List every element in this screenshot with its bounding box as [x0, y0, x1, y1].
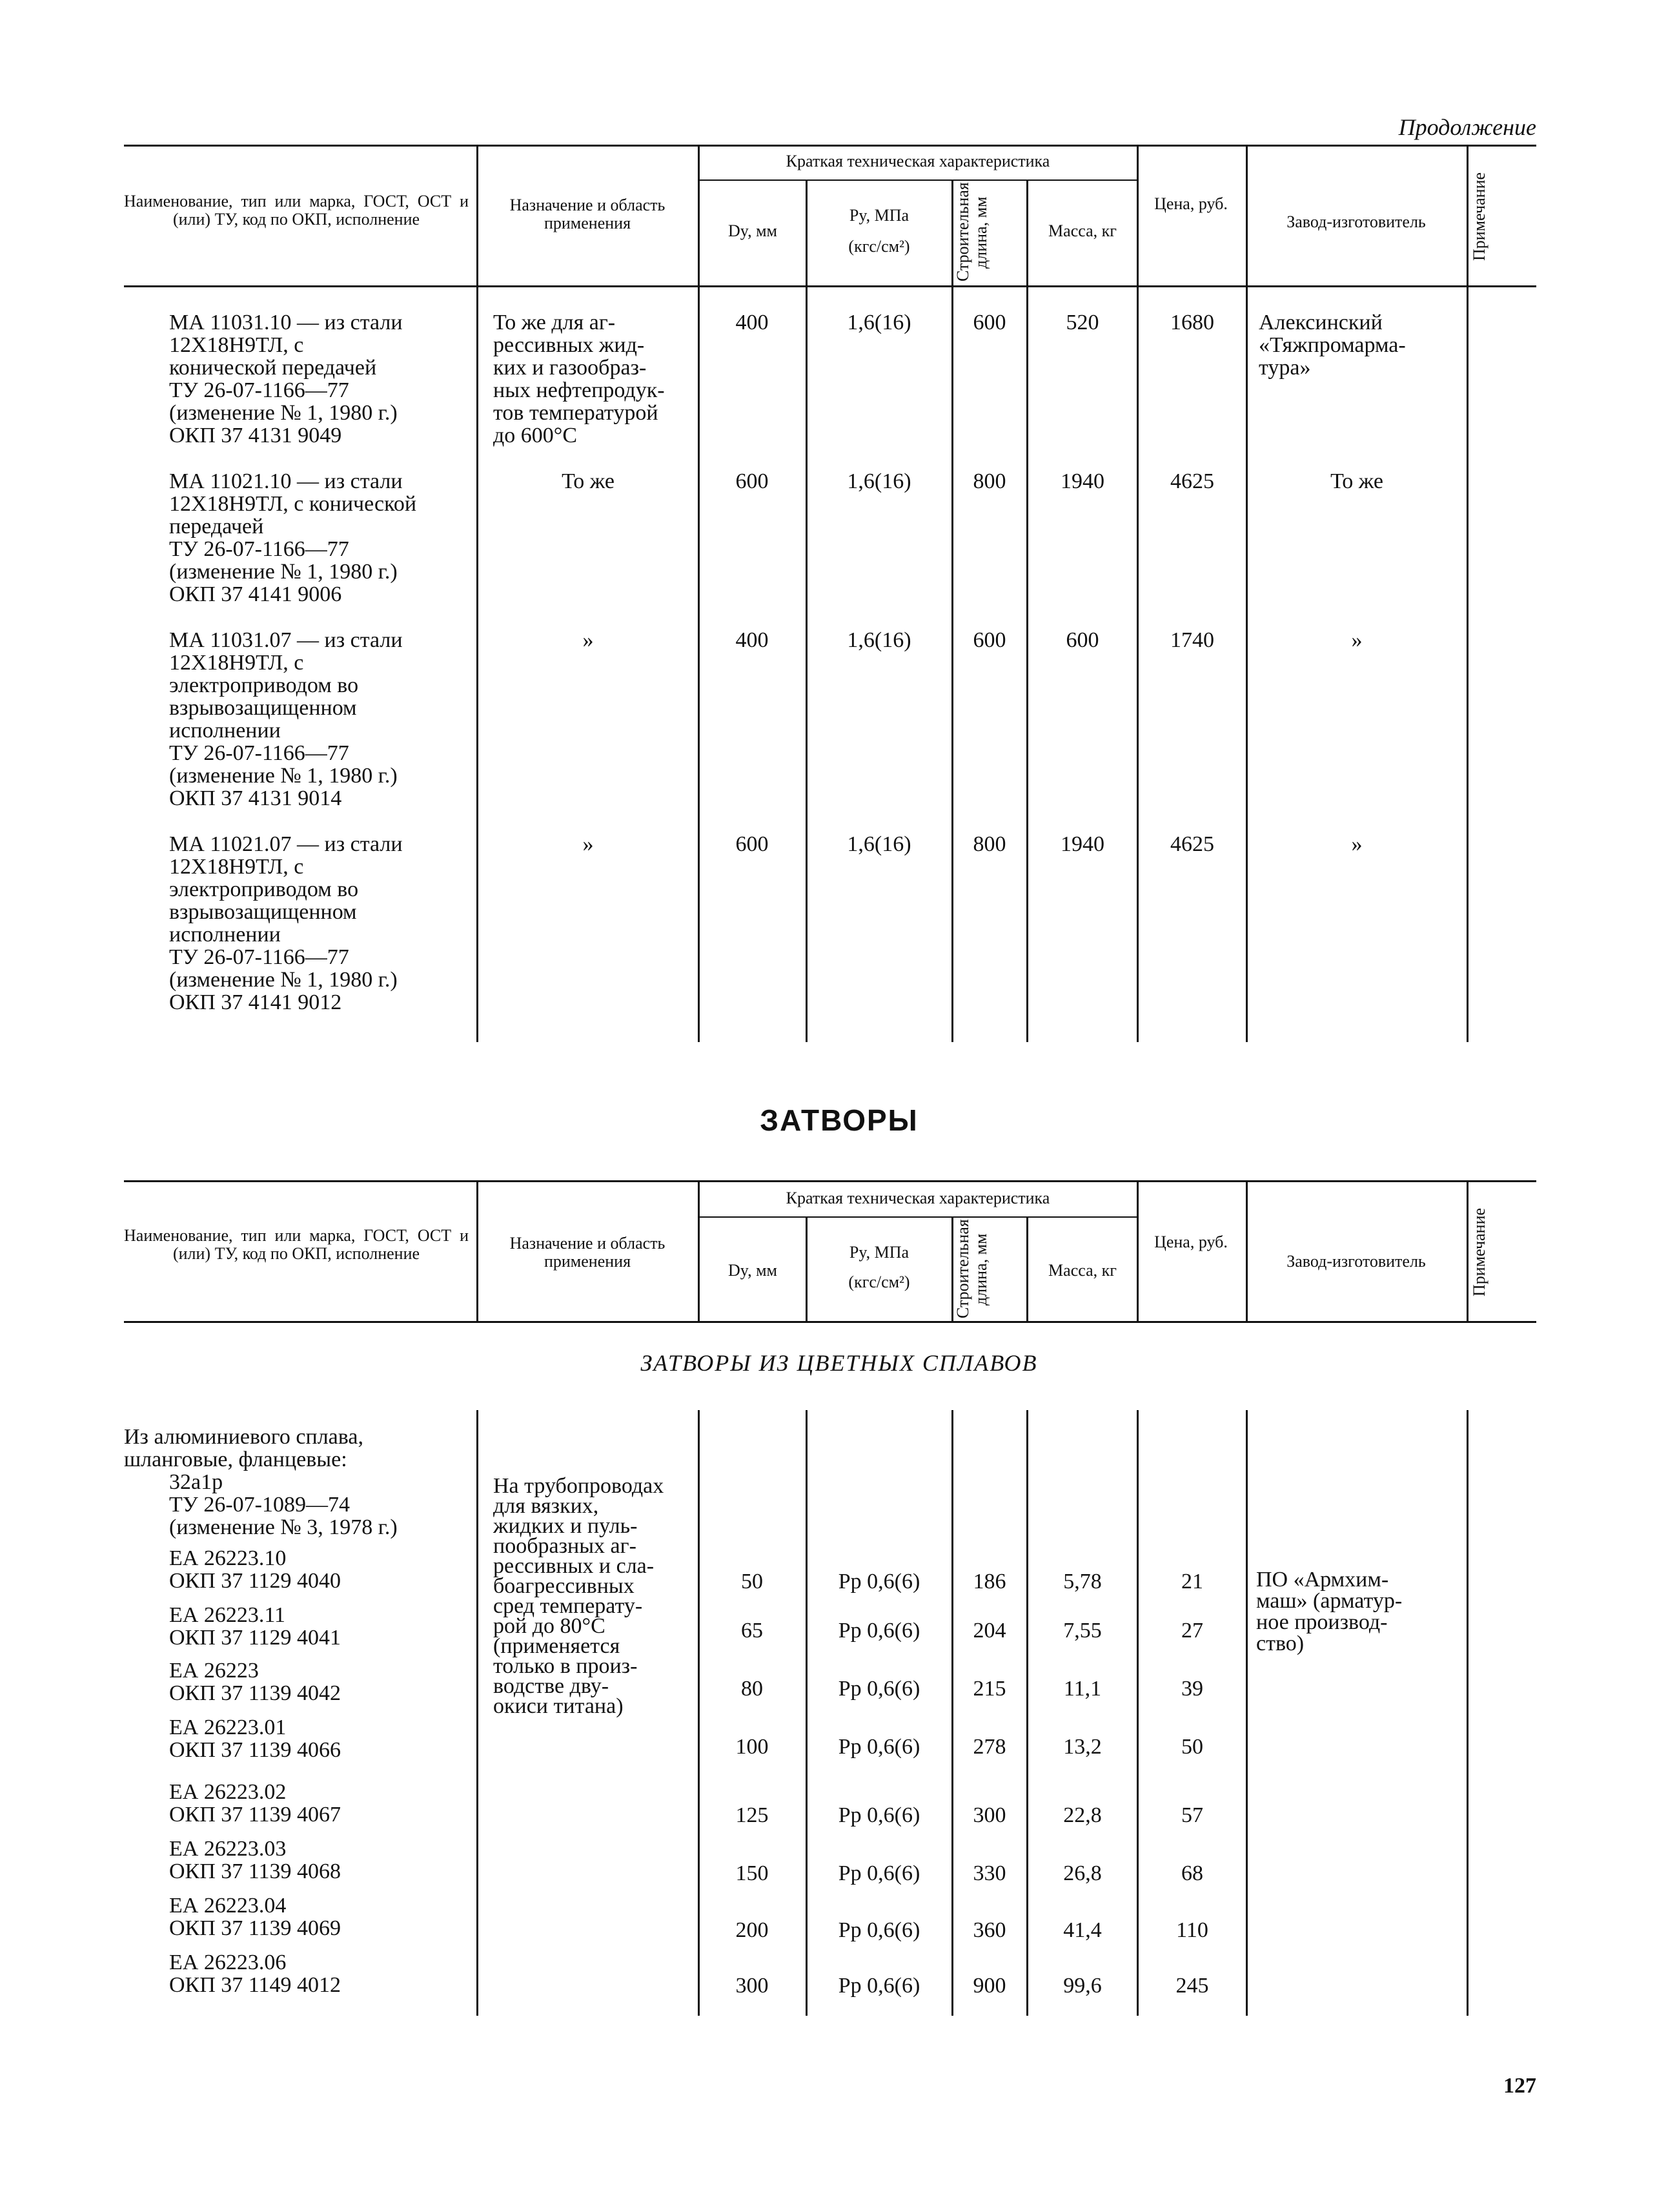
row-dy: 400: [735, 628, 769, 652]
table1-body-divider: [1026, 287, 1028, 1042]
subsection-title: ЗАТВОРЫ ИЗ ЦВЕТНЫХ СПЛАВОВ: [640, 1350, 1038, 1376]
row-price: 1740: [1170, 628, 1214, 652]
continuation-label: Продолжение: [1398, 114, 1536, 140]
row-mass: 22,8: [1063, 1803, 1102, 1827]
row-price: 21: [1181, 1570, 1203, 1593]
table2-maker: ПО «Армхим- маш» (арматур- ное производ- ство): [1256, 1568, 1403, 1655]
row-name: ЕА 26223.10 ОКП 37 1129 4040: [169, 1546, 341, 1593]
header-note: Примечание: [1470, 1207, 1489, 1296]
table1-body-divider: [1467, 287, 1469, 1042]
row-name: ЕА 26223.06 ОКП 37 1149 4012: [169, 1951, 341, 1997]
row-name: МА 11031.10 — из стали 12Х18Н9ТЛ, с конической передачей ТУ 26-07-1166—77 (изменение № 1, 1980 г.) ОКП 37 4131 9049: [169, 311, 403, 447]
section-title: ЗАТВОРЫ: [760, 1103, 919, 1137]
header-mass: Масса, кг: [1048, 1261, 1117, 1280]
row-length: 204: [973, 1619, 1006, 1643]
row-py: Pр 0,6(6): [838, 1677, 920, 1701]
table2-intro-item: 32а1р ТУ 26-07-1089—74 (изменение № 3, 1978 г.): [169, 1470, 398, 1539]
row-name: ЕА 26223.03 ОКП 37 1139 4068: [169, 1837, 341, 1883]
table2-header-divider: [806, 1217, 808, 1321]
row-py: 1,6(16): [847, 311, 911, 334]
table2-body-divider: [951, 1410, 953, 2016]
header-price: Цена, руб.: [1154, 1233, 1228, 1251]
table2-header-divider: [1246, 1182, 1248, 1321]
row-py: Pр 0,6(6): [838, 1974, 920, 1998]
table2-header-bottom-rule: [124, 1321, 1536, 1323]
row-price: 245: [1175, 1974, 1209, 1998]
table1-header-divider: [1246, 146, 1248, 285]
row-dy: 50: [741, 1570, 763, 1593]
table2-body-divider: [1026, 1410, 1028, 2016]
row-py: Pр 0,6(6): [838, 1735, 920, 1759]
row-py: Pр 0,6(6): [838, 1803, 920, 1827]
header-py: Py, МПа: [849, 1243, 910, 1262]
row-price: 1680: [1170, 311, 1214, 334]
table2-header-divider: [1137, 1182, 1139, 1321]
row-length: 278: [973, 1735, 1006, 1759]
row-maker: »: [1351, 628, 1363, 652]
row-mass: 41,4: [1063, 1918, 1102, 1942]
table1-header-divider: [1026, 180, 1028, 285]
row-dy: 400: [735, 311, 769, 334]
row-maker: »: [1351, 832, 1363, 856]
table1-header-divider: [476, 146, 478, 285]
table2-purpose: На трубопроводах для вязких, жидких и пуль- пообразных аг- рессивных и сла- боагрессивных сред температу- рой до 80°С (применяется только в произ- водстве дву- окиси титана): [493, 1474, 664, 1718]
header-dy: Dy, мм: [728, 221, 777, 240]
table2-body-divider: [476, 1410, 478, 2016]
row-mass: 600: [1066, 628, 1099, 652]
table1-header-bottom-rule: [124, 285, 1536, 287]
table2-intro: Из алюминиевого сплава, шланговые, фланцевые:: [124, 1425, 363, 1471]
row-length: 800: [973, 469, 1006, 493]
header-brief: Краткая техническая характеристика: [786, 152, 1050, 170]
row-mass: 13,2: [1063, 1735, 1102, 1759]
header-name: Наименование, тип или марка, ГОСТ, ОСТ и (или) ТУ, код по ОКП, исполнение: [124, 192, 469, 229]
row-purpose: »: [582, 628, 594, 652]
row-price: 68: [1181, 1861, 1203, 1885]
header-price: Цена, руб.: [1154, 194, 1228, 213]
table1-subheader-rule: [699, 179, 1138, 181]
row-dy: 150: [735, 1861, 769, 1885]
row-dy: 600: [735, 469, 769, 493]
row-length: 360: [973, 1918, 1006, 1942]
row-py: Pр 0,6(6): [838, 1861, 920, 1885]
row-mass: 1940: [1061, 832, 1104, 856]
header-name: Наименование, тип или марка, ГОСТ, ОСТ и (или) ТУ, код по ОКП, исполнение: [124, 1226, 469, 1263]
row-price: 27: [1181, 1619, 1203, 1643]
row-maker: То же: [1330, 469, 1383, 493]
row-name: ЕА 26223.11 ОКП 37 1129 4041: [169, 1603, 341, 1650]
header-py: Py, МПа: [849, 206, 910, 225]
row-length: 300: [973, 1803, 1006, 1827]
row-dy: 600: [735, 832, 769, 856]
header-note: Примечание: [1470, 172, 1489, 261]
header-maker: Завод-изготовитель: [1286, 212, 1426, 231]
row-price: 57: [1181, 1803, 1203, 1827]
row-length: 186: [973, 1570, 1006, 1593]
header-length: Строительная длина, мм: [953, 1219, 990, 1318]
row-dy: 125: [735, 1803, 769, 1827]
row-price: 39: [1181, 1677, 1203, 1701]
table2-header-divider: [1467, 1182, 1469, 1321]
row-name: МА 11021.10 — из стали 12Х18Н9ТЛ, с конической передачей ТУ 26-07-1166—77 (изменение № 1, 1980 г.) ОКП 37 4141 9006: [169, 469, 417, 606]
header-maker: Завод-изготовитель: [1286, 1252, 1426, 1271]
row-py: 1,6(16): [847, 832, 911, 856]
row-length: 800: [973, 832, 1006, 856]
header-purpose: Назначение и область применения: [509, 196, 666, 232]
row-purpose: То же для аг- рессивных жид- ких и газообраз- ных нефтепродук- тов температурой до 600°С: [493, 311, 665, 447]
row-py: Pр 0,6(6): [838, 1918, 920, 1942]
table1-header-divider: [1137, 146, 1139, 285]
table2-top-rule: [124, 1180, 1536, 1182]
table1-body-divider: [951, 287, 953, 1042]
table1-body-divider: [476, 287, 478, 1042]
row-mass: 26,8: [1063, 1861, 1102, 1885]
row-purpose: То же: [562, 469, 615, 493]
row-name: МА 11031.07 — из стали 12Х18Н9ТЛ, с электроприводом во взрывозащищенном исполнении ТУ 26-07-1166—77 (изменение № 1, 1980 г.) ОКП 37 4131 9014: [169, 628, 403, 810]
row-length: 215: [973, 1677, 1006, 1701]
row-name: ЕА 26223.02 ОКП 37 1139 4067: [169, 1780, 341, 1827]
row-name: ЕА 26223.04 ОКП 37 1139 4069: [169, 1894, 341, 1940]
table1-body-divider: [1246, 287, 1248, 1042]
row-price: 4625: [1170, 469, 1214, 493]
table1-body-divider: [1137, 287, 1139, 1042]
row-dy: 100: [735, 1735, 769, 1759]
row-price: 50: [1181, 1735, 1203, 1759]
row-name: ЕА 26223.01 ОКП 37 1139 4066: [169, 1715, 341, 1762]
page-number: 127: [1503, 2074, 1536, 2098]
row-dy: 65: [741, 1619, 763, 1643]
table2-header-divider: [476, 1182, 478, 1321]
row-py: Pр 0,6(6): [838, 1570, 920, 1593]
header-dy: Dy, мм: [728, 1261, 777, 1280]
row-mass: 7,55: [1063, 1619, 1102, 1643]
table1-header-divider: [1467, 146, 1469, 285]
row-py: Pр 0,6(6): [838, 1619, 920, 1643]
header-brief: Краткая техническая характеристика: [786, 1189, 1050, 1207]
header-py-unit: (кгс/см²): [848, 237, 910, 256]
row-py: 1,6(16): [847, 628, 911, 652]
row-length: 900: [973, 1974, 1006, 1998]
row-py: 1,6(16): [847, 469, 911, 493]
table1-top-rule: [124, 145, 1536, 147]
header-mass: Масса, кг: [1048, 221, 1117, 240]
table1-header-divider: [806, 180, 808, 285]
row-mass: 99,6: [1063, 1974, 1102, 1998]
table1-body-divider: [806, 287, 808, 1042]
table1-body-divider: [698, 287, 700, 1042]
row-dy: 80: [741, 1677, 763, 1701]
row-mass: 520: [1066, 311, 1099, 334]
row-maker: Алексинский «Тяжпромарма- тура»: [1259, 311, 1406, 380]
table2-body-divider: [806, 1410, 808, 2016]
row-price: 4625: [1170, 832, 1214, 856]
header-purpose: Назначение и область применения: [509, 1234, 666, 1271]
row-purpose: »: [582, 832, 594, 856]
table2-body-divider: [1467, 1410, 1469, 2016]
row-name: МА 11021.07 — из стали 12Х18Н9ТЛ, с электроприводом во взрывозащищенном исполнении ТУ 26-07-1166—77 (изменение № 1, 1980 г.) ОКП 37 4141 9012: [169, 832, 403, 1014]
row-name: ЕА 26223 ОКП 37 1139 4042: [169, 1659, 341, 1705]
row-dy: 200: [735, 1918, 769, 1942]
row-length: 600: [973, 311, 1006, 334]
row-mass: 11,1: [1063, 1677, 1102, 1701]
row-length: 330: [973, 1861, 1006, 1885]
header-length: Строительная длина, мм: [953, 182, 990, 282]
row-price: 110: [1176, 1918, 1208, 1942]
table2-header-divider: [1026, 1217, 1028, 1321]
row-length: 600: [973, 628, 1006, 652]
row-dy: 300: [735, 1974, 769, 1998]
row-mass: 1940: [1061, 469, 1104, 493]
table2-body-divider: [1246, 1410, 1248, 2016]
table2-subheader-rule: [699, 1216, 1138, 1218]
row-mass: 5,78: [1063, 1570, 1102, 1593]
header-py-unit: (кгс/см²): [848, 1273, 910, 1291]
